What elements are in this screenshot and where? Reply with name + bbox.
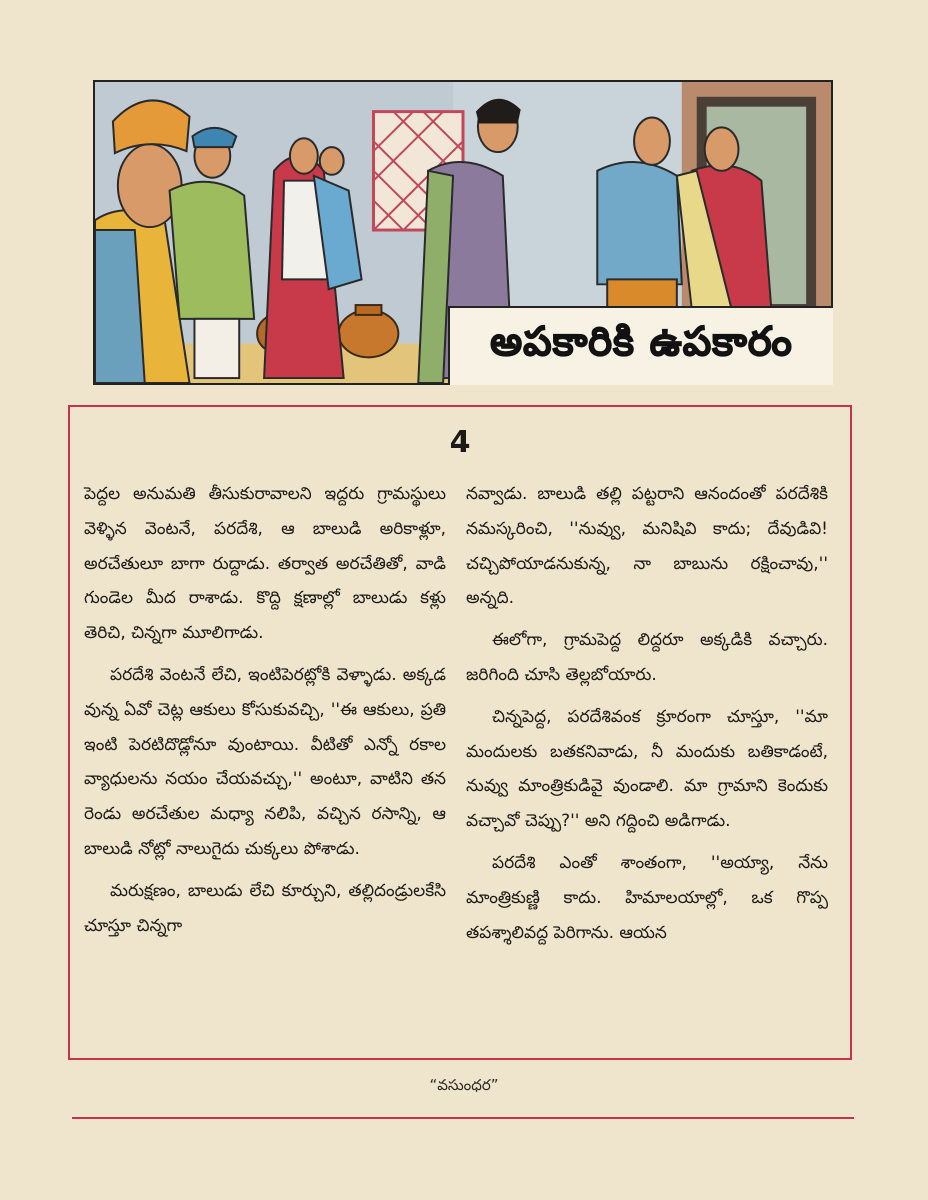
author-credit: “వసుంధర” [429,1076,499,1094]
paragraph: మరుక్షణం, బాలుడు లేచి కూర్చుని, తల్లిదండ్రులకేసి చూస్తూ చిన్నగా [84,880,446,936]
paragraph: పెద్దల అనుమతి తీసుకురావాలని ఇద్దరు గ్రామస్థులు వెళ్ళిన వెంటనే, పరదేశి, ఆ బాలుడి అరికాళ్లూ, అరచేతులూ బాగా రుద్దాడు. తర్వాత అరచేతితో, వాడి గుండెల మీద రాశాడు. కొద్ది క్షణాల్లో బాలుడు కళ్లు తెరిచి, చిన్నగా మూలిగాడు. [84,484,446,644]
right-column [466,477,828,950]
story-title-box [448,306,833,385]
paragraph: ఈలోగా, గ్రామపెద్ద లిద్దరూ అక్కడికి వచ్చారు. జరిగింది చూసి తెల్లబోయారు. [466,630,828,685]
footer-divider [72,1117,854,1119]
paragraph: పరదేశి వెంటనే లేచి, ఇంటిపెరట్లోకి వెళ్ళాడు. అక్కడ వున్న ఏవో చెట్ల ఆకులు కోసుకువచ్చి, ''ఈ ఆకులు, ప్రతి ఇంటి పెరటిదొడ్లోనూ వుంటాయి. వీటితో ఎన్నో రకాల వ్యాధులను నయం చేయవచ్చు,'' అంటూ, వాటిని తన రెండు అరచేతుల మధ్యా నలిపి, వచ్చిన రసాన్ని, ఆ బాలుడి నోట్లో నాలుగైదు చుక్కలు పోశాడు. [84,664,446,859]
story-title: అపకారికి ఉపకారం [490,318,793,365]
left-column [84,477,446,943]
chapter-number: 4 [449,425,471,460]
paragraph: చిన్నపెద్ద, పరదేశివంక క్రూరంగా చూస్తూ, ''మా మందులకు బతకనివాడు, నీ మందుకు బతికాడంటే, నువ్వు మాంత్రికుడివై వుండాలి. మా గ్రామాని కెందుకు వచ్చావో చెప్పు?'' అని గద్దించి అడిగాడు. [466,706,828,832]
paragraph: పరదేశి ఎంతో శాంతంగా, ''అయ్యా, నేను మాంత్రికుణ్ణి కాదు. హిమాలయాల్లో, ఒక గొప్ప తపశ్శాలివద్ద పెరిగాను. ఆయన [466,852,828,943]
story-frame [68,405,852,1060]
paragraph: నవ్వాడు. బాలుడి తల్లి పట్టరాని ఆనందంతో పరదేశికి నమస్కరించి, ''నువ్వు, మనిషివి కాదు; దేవుడివి! చచ్చిపోయాడనుకున్న, నా బాబును రక్షించావు,'' అన్నది. [466,484,828,609]
